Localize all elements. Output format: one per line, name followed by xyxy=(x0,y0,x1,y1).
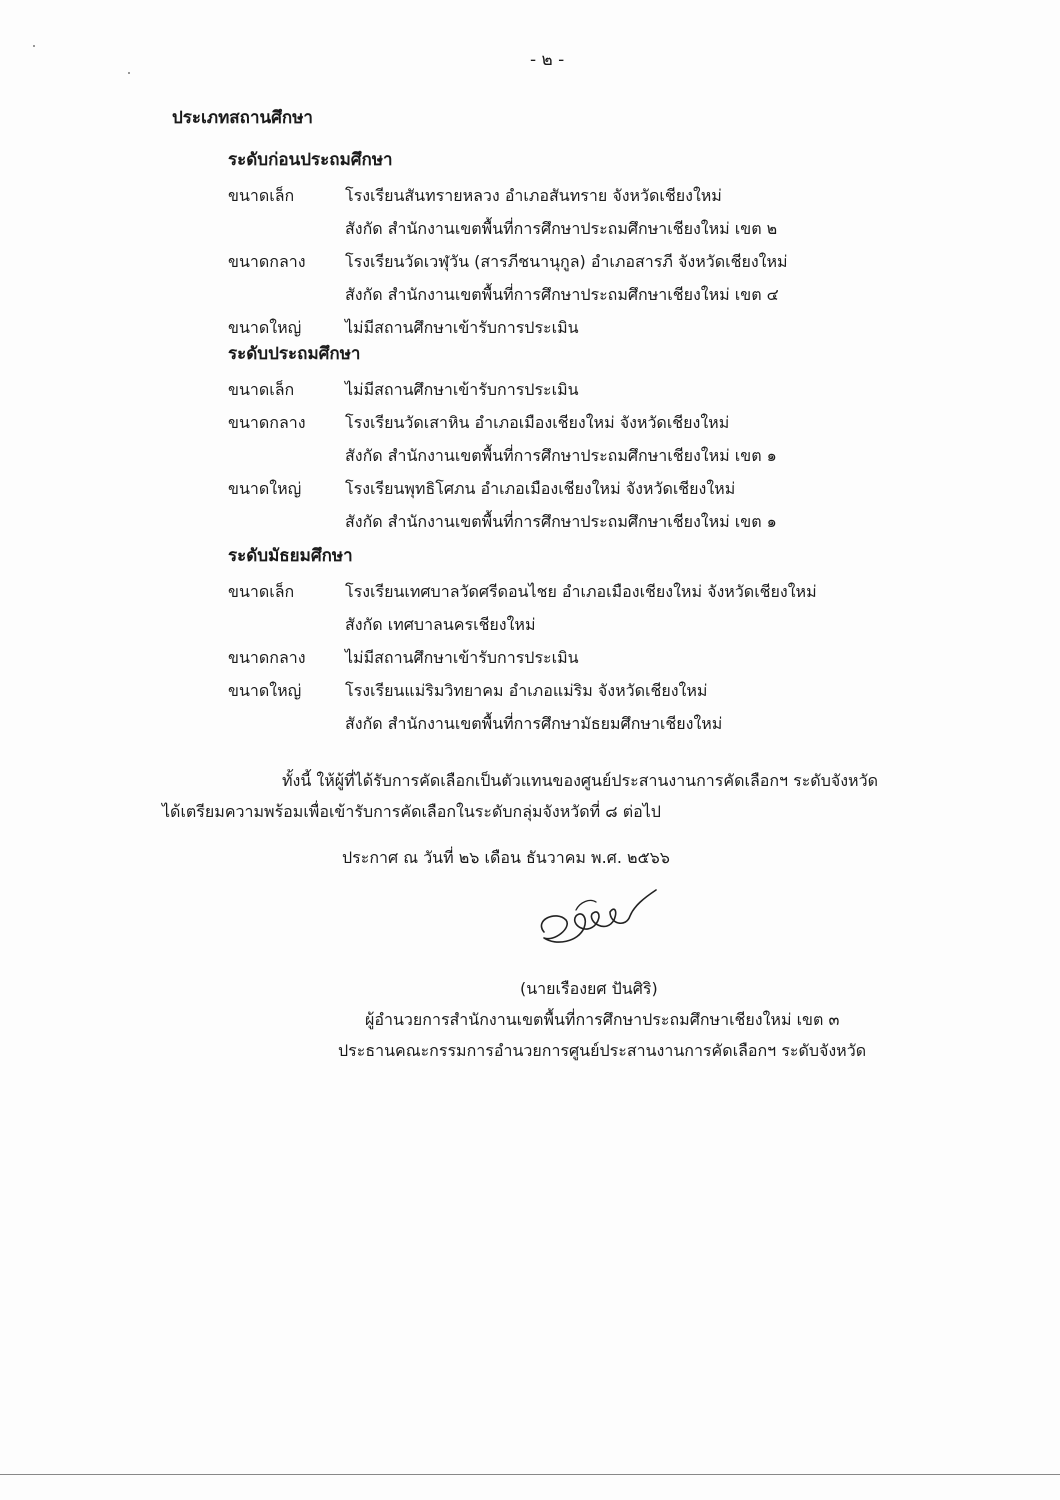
size-label: ขนาดใหญ่ xyxy=(228,318,302,337)
signer-position: ผู้อำนวยการสำนักงานเขตพื้นที่การศึกษาประถมศึกษาเชียงใหม่ เขต ๓ xyxy=(365,1010,840,1029)
school-line: ไม่มีสถานศึกษาเข้ารับการประเมิน xyxy=(345,648,579,667)
page-number: - ๒ - xyxy=(530,50,565,70)
school-row xyxy=(228,373,948,406)
announcement-date: ประกาศ ณ วันที่ ๒๖ เดือน ธันวาคม พ.ศ. ๒๕๖๖ xyxy=(342,848,670,867)
signer-block xyxy=(0,973,1060,1066)
size-label: ขนาดกลาง xyxy=(228,413,306,432)
signer-name: (นายเรืองยศ ปันศิริ) xyxy=(520,979,658,998)
school-line: โรงเรียนเทศบาลวัดศรีดอนไชย อำเภอเมืองเชียงใหม่ จังหวัดเชียงใหม่ xyxy=(345,582,817,601)
school-line: โรงเรียนแม่ริมวิทยาคม อำเภอแม่ริม จังหวัดเชียงใหม่ xyxy=(345,681,708,700)
school-line: ไม่มีสถานศึกษาเข้ารับการประเมิน xyxy=(345,318,579,337)
paragraph-line: ได้เตรียมความพร้อมเพื่อเข้ารับการคัดเลือกในระดับกลุ่มจังหวัดที่ ๘ ต่อไป xyxy=(162,802,661,821)
school-line: สังกัด สำนักงานเขตพื้นที่การศึกษาประถมศึกษาเชียงใหม่ เขต ๔ xyxy=(345,285,779,304)
size-label: ขนาดกลาง xyxy=(228,252,306,271)
size-label: ขนาดใหญ่ xyxy=(228,479,302,498)
section-preprimary xyxy=(228,146,948,344)
scan-edge-line xyxy=(0,1474,1060,1475)
school-row xyxy=(228,641,948,674)
size-label: ขนาดใหญ่ xyxy=(228,681,302,700)
section-title: ระดับก่อนประถมศึกษา xyxy=(228,150,393,170)
scan-speck xyxy=(128,72,130,74)
size-label: ขนาดกลาง xyxy=(228,648,306,667)
paragraph-line: ทั้งนี้ ให้ผู้ที่ได้รับการคัดเลือกเป็นตัวแทนของศูนย์ประสานงานการคัดเลือกฯ ระดับจังหวัด xyxy=(282,771,878,790)
school-row xyxy=(228,674,948,740)
school-line: สังกัด สำนักงานเขตพื้นที่การศึกษาประถมศึกษาเชียงใหม่ เขต ๒ xyxy=(345,219,778,238)
school-line: ไม่มีสถานศึกษาเข้ารับการประเมิน xyxy=(345,380,579,399)
school-row xyxy=(228,472,948,538)
section-primary xyxy=(228,340,948,538)
school-line: สังกัด สำนักงานเขตพื้นที่การศึกษามัธยมศึกษาเชียงใหม่ xyxy=(345,714,723,733)
section-title: ระดับมัธยมศึกษา xyxy=(228,546,353,566)
school-row xyxy=(228,575,948,641)
school-row xyxy=(228,245,948,311)
heading: ประเภทสถานศึกษา xyxy=(172,108,313,128)
school-line: สังกัด เทศบาลนครเชียงใหม่ xyxy=(345,615,536,634)
size-label: ขนาดเล็ก xyxy=(228,186,295,205)
school-line: โรงเรียนพุทธิโศภน อำเภอเมืองเชียงใหม่ จังหวัดเชียงใหม่ xyxy=(345,479,736,498)
section-secondary xyxy=(228,542,948,740)
section-title: ระดับประถมศึกษา xyxy=(228,344,361,364)
school-row xyxy=(228,179,948,245)
signer-position: ประธานคณะกรรมการอำนวยการศูนย์ประสานงานการคัดเลือกฯ ระดับจังหวัด xyxy=(338,1041,867,1060)
school-line: สังกัด สำนักงานเขตพื้นที่การศึกษาประถมศึกษาเชียงใหม่ เขต ๑ xyxy=(345,512,777,531)
size-label: ขนาดเล็ก xyxy=(228,582,295,601)
school-line: โรงเรียนวัดเสาหิน อำเภอเมืองเชียงใหม่ จังหวัดเชียงใหม่ xyxy=(345,413,730,432)
school-line: โรงเรียนสันทรายหลวง อำเภอสันทราย จังหวัดเชียงใหม่ xyxy=(345,186,722,205)
closing-paragraph xyxy=(162,765,942,827)
signature-mark xyxy=(526,880,666,960)
scan-speck xyxy=(33,45,35,47)
size-label: ขนาดเล็ก xyxy=(228,380,295,399)
school-row xyxy=(228,406,948,472)
signature xyxy=(526,880,666,964)
school-line: สังกัด สำนักงานเขตพื้นที่การศึกษาประถมศึกษาเชียงใหม่ เขต ๑ xyxy=(345,446,777,465)
school-line: โรงเรียนวัดเวฬุวัน (สารภีชนานุกูล) อำเภอสารภี จังหวัดเชียงใหม่ xyxy=(345,252,788,271)
